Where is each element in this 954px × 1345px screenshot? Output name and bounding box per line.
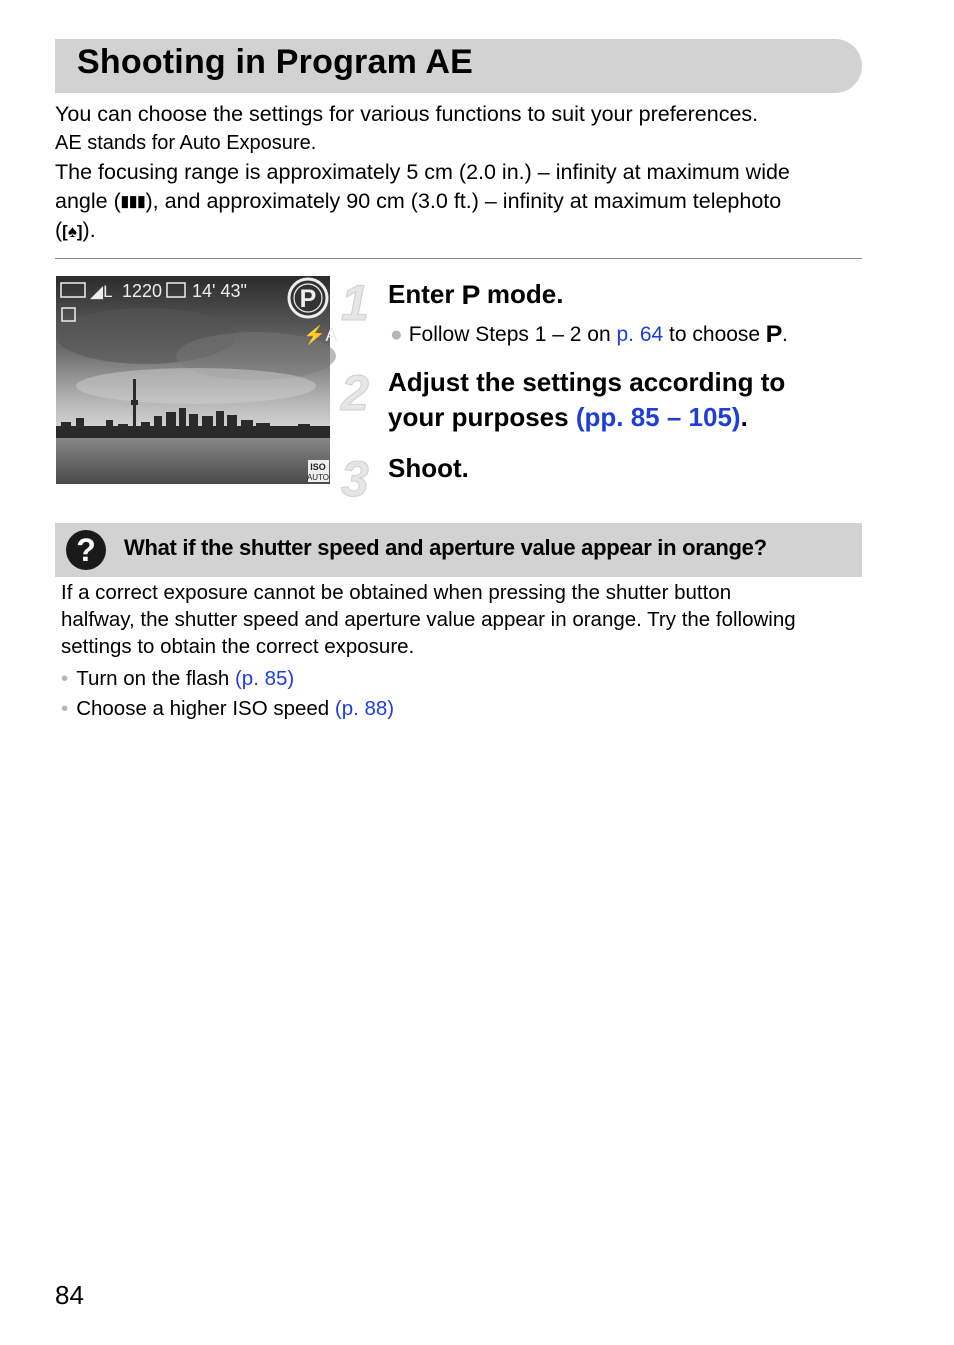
page-title: Shooting in Program AE [77,43,474,81]
page-number: 84 [55,1280,84,1310]
step-2-line-2 [388,400,785,435]
qa-body-line-2: halfway, the shutter speed and aperture value appear in orange. Try the following [61,608,796,631]
intro-line-5b: ). [82,218,96,242]
step-2-line-1: Adjust the settings according to [388,367,786,397]
intro-line-4b: ), and approximately 90 cm (3.0 ft.) – infinity at maximum telephoto [145,189,782,213]
qa-list [61,664,394,724]
list-item-text: Choose a higher ISO speed [76,697,335,720]
bullet-icon: • [61,667,69,690]
svg-text:◢L: ◢L [90,282,113,301]
qa-body [61,579,861,660]
page-85-link[interactable]: (p. 85) [234,667,295,690]
qa-title: What if the shutter speed and aperture value appear in orange? [124,535,767,560]
step-1-number: 1 [341,275,369,331]
lcd-recording-time: 14' 43" [192,281,247,301]
question-icon: ? [66,530,106,570]
step-2-line-2-pre: your purposes [388,402,576,432]
lcd-flash-icon: ⚡A [303,325,338,345]
intro-line-4a: angle ( [55,189,121,213]
pages-85-105-link[interactable]: (pp. 85 – 105) [575,402,741,432]
step-2-line-2-post: . [740,402,748,432]
page-64-link[interactable]: p. 64 [616,323,664,346]
step-3-number: 3 [341,451,369,507]
title-bar [55,39,862,93]
p-mode-icon: P [461,280,481,310]
intro-line-5 [55,216,865,246]
camera-lcd-image [56,276,338,484]
intro-line-5a: ( [55,218,63,242]
telephoto-icon: [♠] [62,222,83,241]
list-item-text: Turn on the flash [76,667,235,690]
intro-line-3: The focusing range is approximately 5 cm (2.0 in.) – infinity at maximum wide [55,160,790,184]
step-2-number: 2 [341,365,369,421]
intro-line-2: AE stands for Auto Exposure. [55,132,317,154]
step-1-post: mode. [479,279,564,309]
step-3-heading: Shoot. [388,453,469,483]
bullet-icon: ● [390,323,403,346]
city-skyline-image [56,276,338,484]
list-item [61,694,394,724]
lcd-iso-label: ISO [310,462,326,472]
qa-body-line-3: settings to obtain the correct exposure. [61,635,415,658]
intro-paragraph [55,100,865,246]
step-1-sub-mid: to choose [663,323,766,346]
divider [55,258,862,259]
intro-line-1: You can choose the settings for various functions to suit your preferences. [55,102,759,126]
p-mode-icon: P [765,321,783,348]
bullet-icon: • [61,697,69,720]
step-1-sub-post: . [781,323,788,346]
step-1-instruction [390,321,788,349]
wide-angle-icon: ▮▮▮ [120,193,146,210]
lcd-iso-auto: AUTO [306,473,330,482]
step-1-heading [388,277,564,313]
step-1-pre: Enter [388,279,462,309]
qa-header [55,523,862,577]
lcd-mode-p: P [299,285,317,313]
intro-line-4 [55,187,865,216]
page-88-link[interactable]: (p. 88) [334,697,395,720]
step-2-heading [388,365,785,435]
step-1-sub-pre: Follow Steps 1 – 2 on [408,323,617,346]
lcd-shots-remaining: 1220 [122,281,163,301]
qa-body-line-1: If a correct exposure cannot be obtained when pressing the shutter button [61,581,732,604]
list-item [61,664,394,694]
